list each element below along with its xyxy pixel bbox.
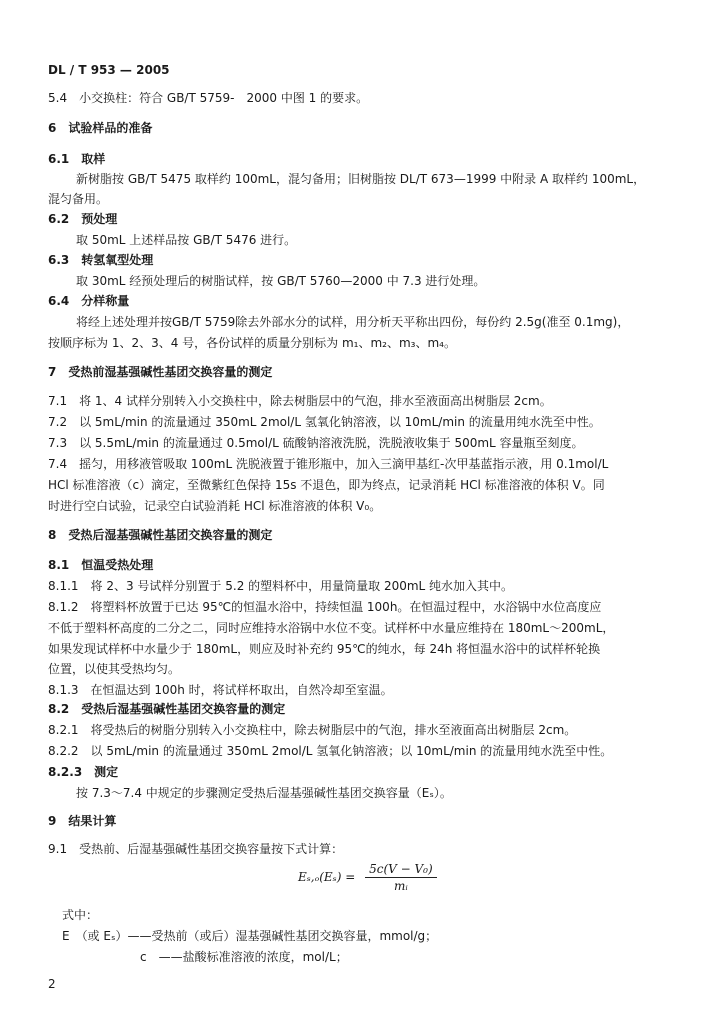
clause-8-2-3-text: 按 7.3～7.4 中规定的步骤测定受热后湿基强碱性基团交换容量（Eₛ）。	[76, 786, 452, 800]
clause-8-1-heading: 8.1 恒温受热处理	[48, 558, 154, 572]
clause-6-1-text-1: 新树脂按 GB/T 5475 取样约 100mL，混匀备用；旧树脂按 DL/T 673—1999 中附录 A 取样约 100mL，	[76, 172, 646, 186]
section-9-heading: 9 结果计算	[48, 814, 117, 828]
definition-E: E （或 Eₛ）——受热前（或后）湿基强碱性基团交换容量，mmol/g；	[62, 929, 438, 943]
capacity-formula	[298, 862, 437, 893]
formula-fraction	[365, 862, 437, 893]
clause-9-1: 9.1 受热前、后湿基强碱性基团交换容量按下式计算：	[48, 842, 344, 856]
section-6-heading: 6 试验样品的准备	[48, 121, 153, 135]
clause-8-1-2-text-3: 如果发现试样杯中水量少于 180mL，则应及时补充约 95℃的纯水，每 24h 将恒温水浴中的试样杯轮换	[48, 642, 601, 656]
clause-8-2-3-heading: 8.2.3 测定	[48, 765, 119, 779]
page-number: 2	[48, 977, 56, 991]
clause-8-2-heading: 8.2 受热后湿基强碱性基团交换容量的测定	[48, 702, 286, 716]
clause-7-1: 7.1 将 1、4 试样分别转入小交换柱中，除去树脂层中的气泡，排水至液面高出树脂层 2cm。	[48, 394, 552, 408]
clause-5-4: 5.4 小交换柱：符合 GB/T 5759- 2000 中图 1 的要求。	[48, 91, 369, 105]
section-8-heading: 8 受热后湿基强碱性基团交换容量的测定	[48, 528, 273, 542]
clause-6-4-text-1: 将经上述处理并按GB/T 5759除去外部水分的试样，用分析天平称出四份，每份约 2.5g(准至 0.1mg)，	[76, 315, 630, 329]
clause-8-1-1: 8.1.1 将 2、3 号试样分别置于 5.2 的塑料杯中，用量筒量取 200mL 纯水加入其中。	[48, 579, 514, 593]
formula-lhs: Eₛ,ₒ(Eₛ) =	[298, 870, 356, 884]
clause-8-1-3: 8.1.3 在恒温达到 100h 时，将试样杯取出，自然冷却至室温。	[48, 683, 393, 697]
clause-6-3-heading: 6.3 转氢氧型处理	[48, 253, 154, 267]
definition-c: c ——盐酸标准溶液的浓度，mol/L；	[140, 950, 348, 964]
clause-6-1-heading: 6.1 取样	[48, 152, 106, 166]
clause-8-1-2-text-2: 不低于塑料杯高度的二分之二，同时应维持水浴锅中水位不变。试样杯中水量应维持在 180mL～200mL，	[48, 621, 615, 635]
formula-denominator: mᵢ	[393, 879, 408, 893]
formula-numerator: 5c(V − V₀)	[365, 862, 437, 878]
clause-7-3: 7.3 以 5.5mL/min 的流量通过 0.5mol/L 硫酸钠溶液洗脱，洗脱液收集于 500mL 容量瓶至刻度。	[48, 436, 584, 450]
where-label: 式中：	[62, 908, 99, 922]
clause-7-4-text-2: HCl 标准溶液（c）滴定，至微紫红色保持 15s 不退色，即为终点，记录消耗 HCl 标准溶液的体积 V。同	[48, 478, 605, 492]
clause-6-1-text-2: 混匀备用。	[48, 192, 109, 206]
clause-6-4-text-2: 按顺序标为 1、2、3、4 号，各份试样的质量分别标为 m₁、m₂、m₃、m₄。	[48, 336, 456, 350]
standard-code-header: DL / T 953 — 2005	[48, 63, 170, 77]
clause-6-2-heading: 6.2 预处理	[48, 212, 118, 226]
clause-8-2-2: 8.2.2 以 5mL/min 的流量通过 350mL 2mol/L 氢氧化钠溶液；以 10mL/min 的流量用纯水洗至中性。	[48, 744, 613, 758]
clause-7-4-text-3: 时进行空白试验，记录空白试验消耗 HCl 标准溶液的体积 V₀。	[48, 499, 382, 513]
clause-8-2-1: 8.2.1 将受热后的树脂分别转入小交换柱中，除去树脂层中的气泡，排水至液面高出树脂层 2cm。	[48, 723, 577, 737]
clause-8-1-2-text-4: 位置，以使其受热均匀。	[48, 662, 181, 676]
section-7-heading: 7 受热前湿基强碱性基团交换容量的测定	[48, 365, 273, 379]
clause-7-4-text-1: 7.4 摇匀，用移液管吸取 100mL 洗脱液置于锥形瓶中，加入三滴甲基红-次甲基蓝指示液，用 0.1mol/L	[48, 457, 609, 471]
clause-6-3-text: 取 30mL 经预处理后的树脂试样，按 GB/T 5760—2000 中 7.3 进行处理。	[76, 274, 486, 288]
clause-6-2-text: 取 50mL 上述样品按 GB/T 5476 进行。	[76, 233, 297, 247]
clause-6-4-heading: 6.4 分样称量	[48, 294, 130, 308]
clause-7-2: 7.2 以 5mL/min 的流量通过 350mL 2mol/L 氢氧化钠溶液，以 10mL/min 的流量用纯水洗至中性。	[48, 415, 601, 429]
clause-8-1-2-text-1: 8.1.2 将塑料杯放置于已达 95℃的恒温水浴中，持续恒温 100h。在恒温过程中，水浴锅中水位高度应	[48, 600, 602, 614]
